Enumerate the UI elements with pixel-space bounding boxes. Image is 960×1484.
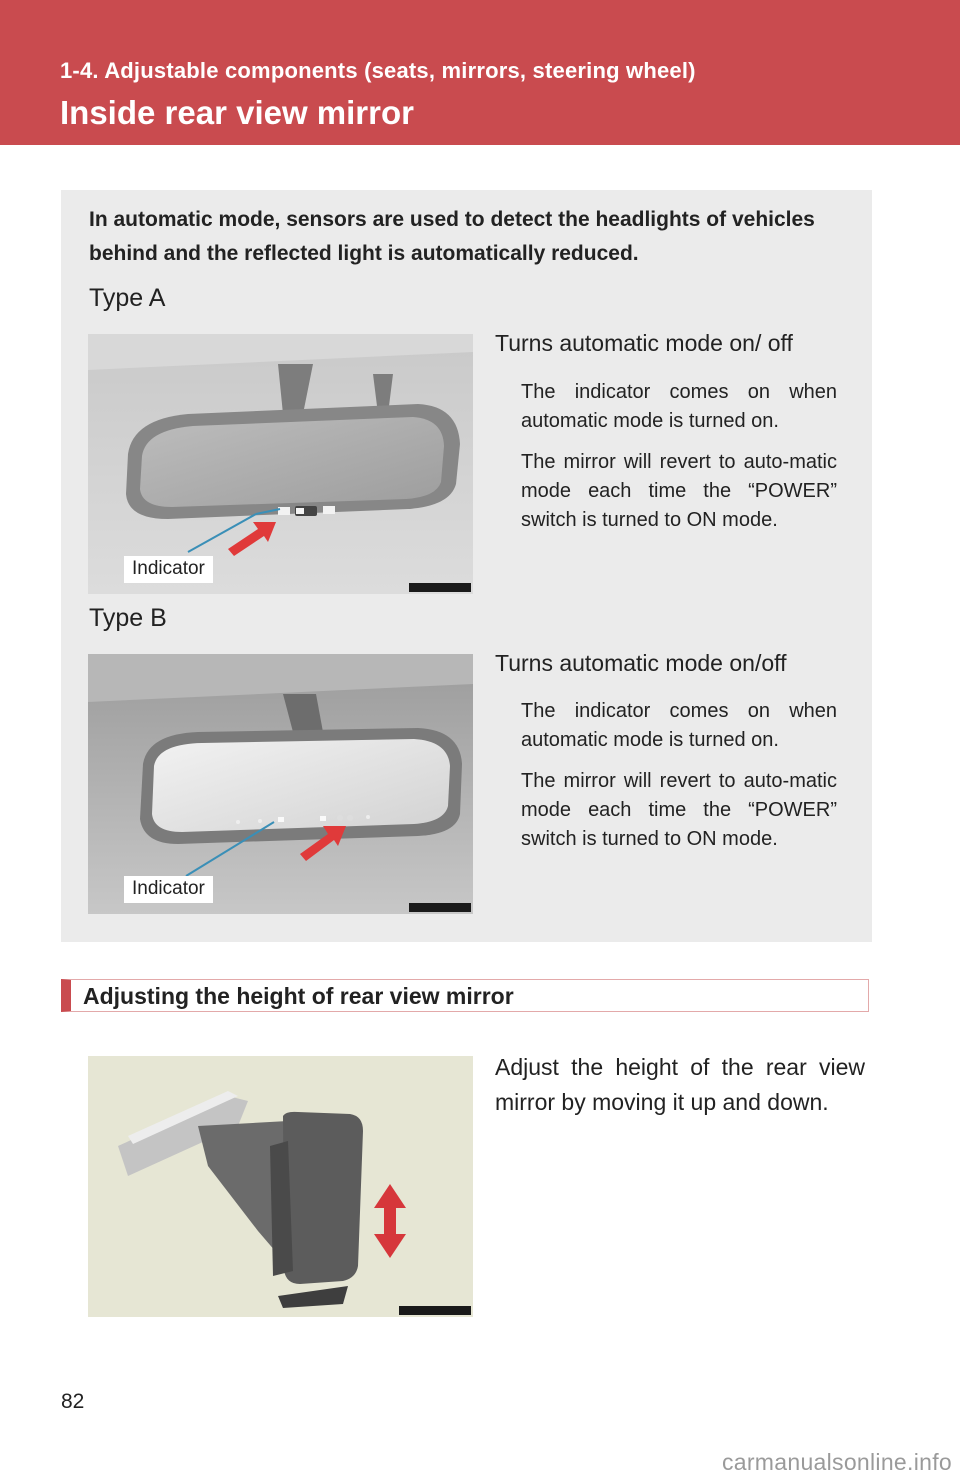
type-a-heading: Turns automatic mode on/ off xyxy=(495,330,793,356)
page-title: Inside rear view mirror xyxy=(60,94,414,131)
type-b-mirror-photo xyxy=(88,654,473,914)
type-a-label: Type A xyxy=(89,284,166,312)
type-b-revert-text: The mirror will revert to auto-matic mode each time the “POWER” switch is turned to ON mode. xyxy=(521,770,837,850)
intro-text: In automatic mode, sensors are used to detect the headlights of vehicles behind and the reflected light is automatically reduced. xyxy=(89,208,815,265)
adjust-height-heading xyxy=(61,979,869,1012)
figure-code xyxy=(399,1306,471,1315)
type-a-revert-text: The mirror will revert to auto-matic mode each time the “POWER” switch is turned to ON mode. xyxy=(521,451,837,531)
type-b-label: Type B xyxy=(89,604,167,632)
type-a-mirror-photo xyxy=(88,334,473,594)
watermark: carmanualsonline.info xyxy=(721,1449,952,1475)
adjust-height-text: Adjust the height of the rear view mirror by moving it up and down. xyxy=(495,1054,865,1115)
type-b-indicator-label: Indicator xyxy=(124,876,213,903)
type-b-indicator-text: The indicator comes on when automatic mode is turned on. xyxy=(521,700,837,751)
adjust-height-heading-text: Adjusting the height of rear view mirror xyxy=(83,983,514,1009)
type-a-indicator-label: Indicator xyxy=(124,556,213,583)
figure-code xyxy=(409,903,471,912)
figure-code xyxy=(409,583,471,592)
page-header xyxy=(0,0,960,145)
type-a-indicator-text: The indicator comes on when automatic mode is turned on. xyxy=(521,381,837,432)
page-number: 82 xyxy=(61,1390,85,1413)
type-b-heading: Turns automatic mode on/off xyxy=(495,650,787,676)
mirror-height-photo xyxy=(88,1056,473,1317)
section-title: 1-4. Adjustable components (seats, mirrors, steering wheel) xyxy=(60,58,696,83)
